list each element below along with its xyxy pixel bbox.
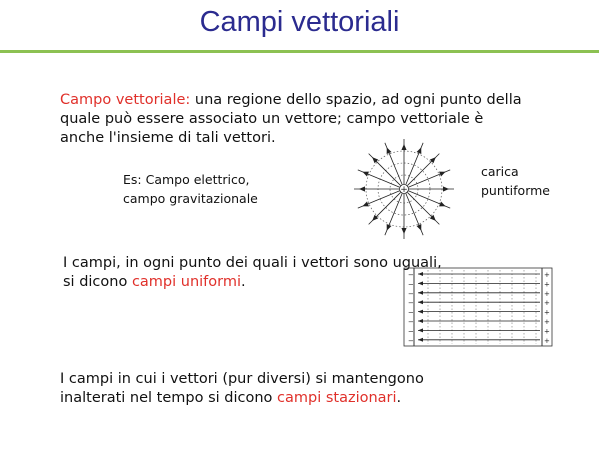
field-arrow — [443, 186, 449, 191]
positive-charge-sign: + — [544, 280, 550, 289]
point-charge-field-diagram — [349, 134, 459, 244]
positive-charge-sign: + — [544, 336, 550, 345]
negative-charge-sign: − — [408, 289, 414, 298]
field-arrow — [418, 319, 423, 323]
definition-term: Campo vettoriale: — [60, 92, 191, 108]
charge-sign: + — [400, 185, 408, 196]
examples-line-2: campo gravitazionale — [123, 191, 258, 206]
positive-charge-sign: + — [544, 271, 550, 279]
field-arrow — [418, 328, 423, 332]
negative-charge-sign: − — [408, 308, 414, 317]
negative-charge-sign: − — [408, 280, 414, 289]
definition-line-3: anche l'insieme di tali vettori. — [60, 130, 276, 146]
positive-charge-sign: + — [544, 299, 550, 308]
field-arrow — [418, 281, 423, 285]
positive-charge-sign: + — [544, 318, 550, 326]
field-arrow — [418, 291, 423, 295]
negative-charge-sign: − — [408, 327, 414, 336]
negative-charge-sign: − — [408, 336, 414, 345]
positive-charge-sign: + — [544, 308, 550, 317]
stationary-suffix: . — [396, 390, 402, 406]
stationary-prefix: inalterati nel tempo si dicono — [60, 390, 278, 406]
examples-line-1: Es: Campo elettrico, — [123, 172, 250, 187]
definition-text: una regione dello spazio, ad ogni punto della — [190, 92, 522, 108]
point-charge-label-line-1: carica — [481, 164, 519, 179]
uniform-term: campi uniformi — [131, 274, 242, 290]
field-arrow — [401, 228, 406, 234]
examples-text — [123, 170, 258, 208]
field-arrow — [418, 300, 423, 304]
positive-charge-sign: + — [544, 327, 550, 336]
point-charge-label — [481, 162, 550, 200]
field-arrow — [418, 272, 423, 276]
title-divider — [0, 50, 599, 53]
field-arrow — [418, 310, 423, 314]
field-arrow — [359, 186, 365, 191]
field-arrow — [401, 144, 406, 150]
point-charge-label-line-2: puntiforme — [481, 183, 550, 198]
field-arrow — [418, 338, 423, 342]
definition-paragraph — [60, 91, 580, 148]
uniform-field-diagram — [404, 268, 552, 346]
capacitor-frame — [404, 268, 552, 346]
uniform-line-1: I campi, in ogni punto dei quali i vettori sono uguali, — [63, 255, 442, 271]
negative-charge-sign: − — [408, 318, 414, 326]
positive-charge-sign: + — [544, 289, 550, 298]
negative-charge-sign: − — [408, 271, 414, 279]
uniform-suffix: . — [241, 274, 246, 290]
uniform-prefix: si dicono — [63, 274, 132, 290]
definition-line-2: quale può essere associato un vettore; campo vettoriale è — [60, 111, 484, 127]
stationary-term: campi stazionari — [277, 390, 397, 406]
definition-line-1 — [60, 91, 580, 110]
stationary-line-2 — [60, 389, 480, 408]
stationary-line-1: I campi in cui i vettori (pur diversi) si mantengono — [60, 371, 424, 387]
stationary-paragraph — [60, 370, 480, 408]
negative-charge-sign: − — [408, 299, 414, 308]
slide-title: Campi vettoriali — [199, 6, 400, 38]
